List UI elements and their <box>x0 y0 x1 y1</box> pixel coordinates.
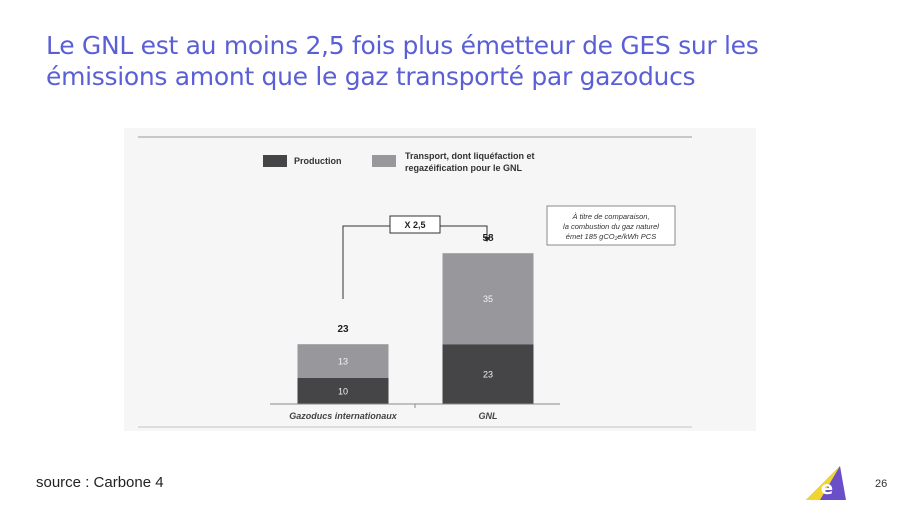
source-note: source : Carbone 4 <box>36 474 164 491</box>
comparison-note-line-2: la combustion du gaz naturel <box>563 222 659 231</box>
data-label-gnl-production: 23 <box>482 369 494 380</box>
comparison-note-line-1: À titre de comparaison, <box>572 212 650 221</box>
x-tick-label-gnl: GNL <box>478 411 498 421</box>
page-number: 26 <box>875 478 888 490</box>
logo-letter: e <box>820 478 834 499</box>
data-label-gazoducs-transport: 13 <box>337 356 349 367</box>
legend-label-production: Production <box>294 156 342 166</box>
legend-label-transport-1: Transport, dont liquéfaction et <box>405 151 535 161</box>
chart <box>124 128 756 431</box>
comparison-note-line-3: émet 185 gCO₂e/kWh PCS <box>565 232 657 241</box>
x-tick-label-gazoducs: Gazoducs internationaux <box>289 411 397 421</box>
multiplier-bracket-left <box>343 226 390 299</box>
legend-label-transport-2: regazéification pour le GNL <box>405 163 523 173</box>
legend-swatch-transport <box>372 155 396 167</box>
total-label-gazoducs: 23 <box>337 324 349 336</box>
total-label-gnl: 58 <box>482 233 494 245</box>
bars-group <box>298 233 534 404</box>
multiplier-bracket-right <box>440 226 487 238</box>
title-line-2: émissions amont que le gaz transporté par gazoducs <box>46 62 696 91</box>
company-logo <box>800 462 850 502</box>
legend-swatch-production <box>263 155 287 167</box>
data-label-gazoducs-production: 10 <box>337 386 349 397</box>
title-line-1: Le GNL est au moins 2,5 fois plus émetteur de GES sur les <box>46 31 759 60</box>
slide-title <box>46 30 886 92</box>
data-label-gnl-transport: 35 <box>482 294 494 305</box>
multiplier-label: X 2,5 <box>404 220 426 230</box>
